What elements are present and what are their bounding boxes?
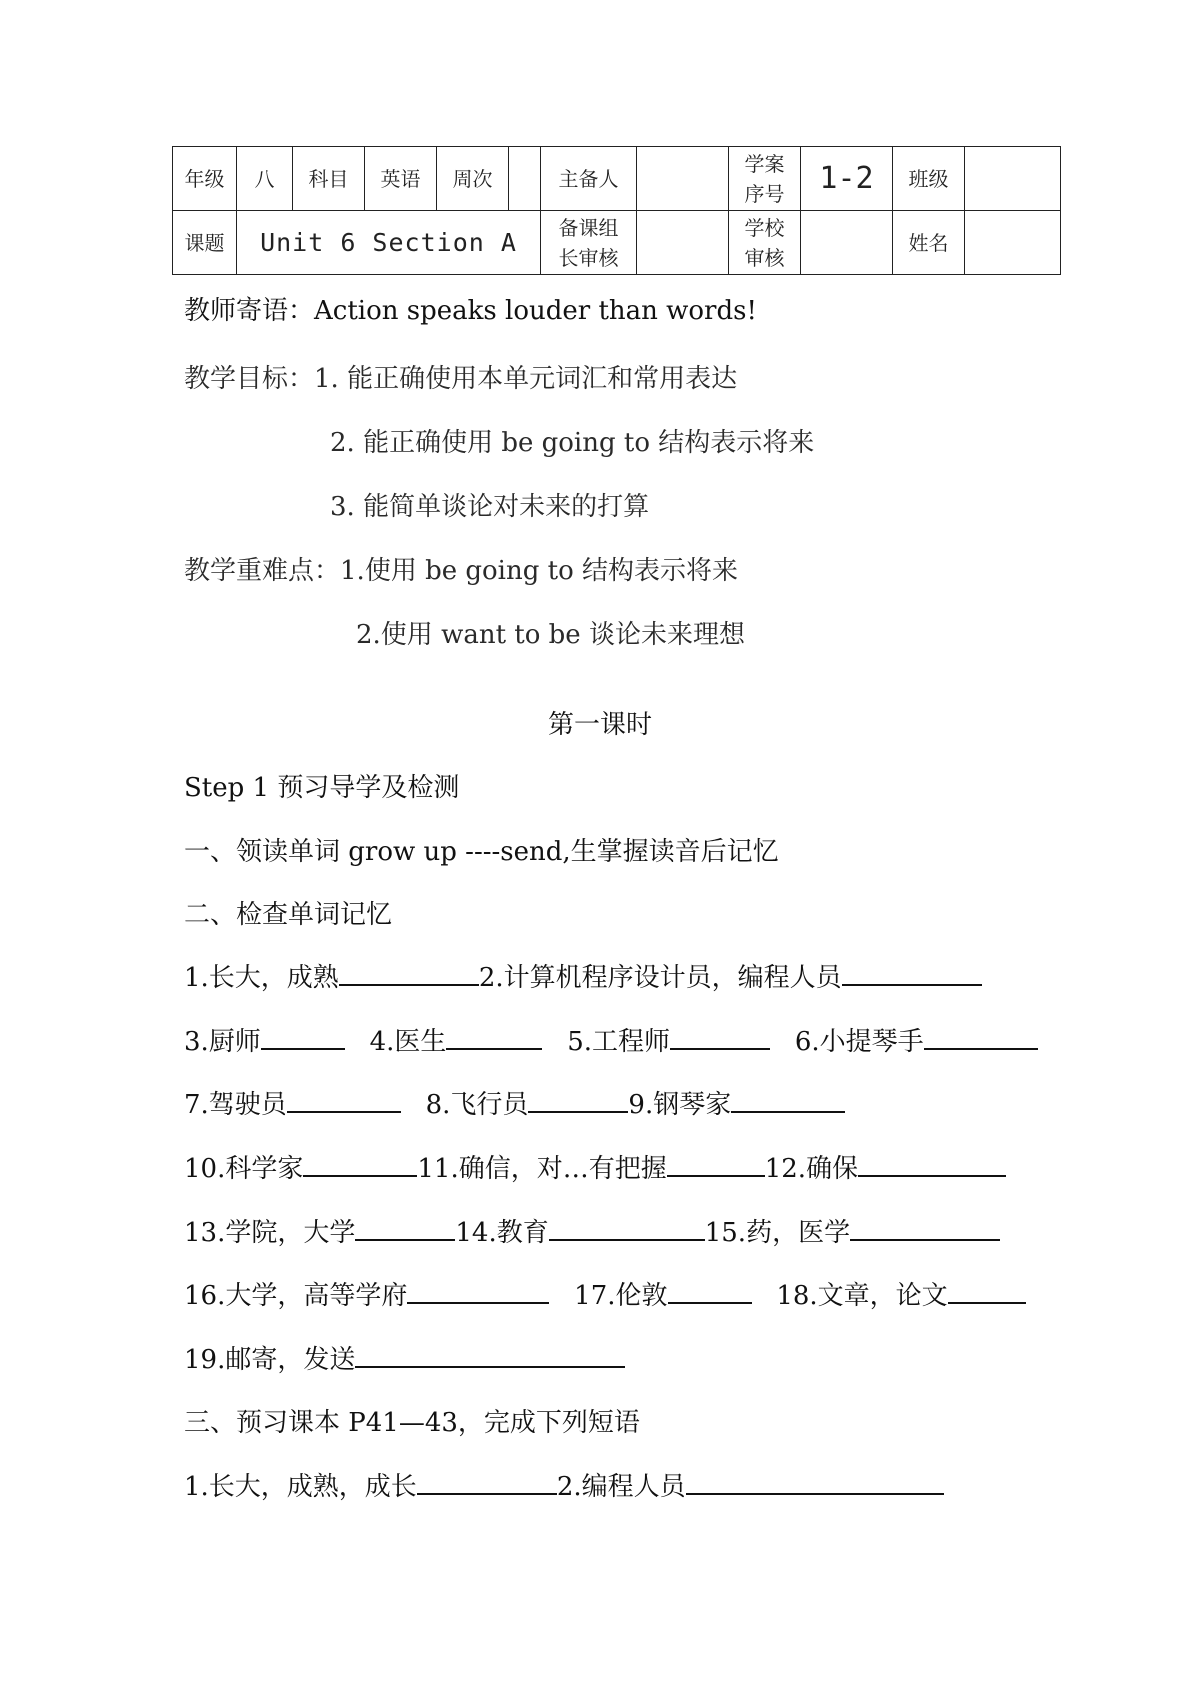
vocab-row-7 [184,1339,625,1376]
vocab-item: 3.厨师 [184,1027,261,1057]
vocab-item: 2.计算机程序设计员，编程人员 [478,963,842,993]
answer-blank[interactable] [355,1344,625,1368]
vocab-row-5 [184,1212,1000,1249]
case-no-value: 1-2 [801,147,893,211]
vocab-item: 12.确保 [764,1154,859,1184]
case-no-label [729,147,801,211]
key-points-label: 教学重难点： [184,556,341,586]
week-label: 周次 [437,147,509,211]
answer-blank[interactable] [850,1217,1000,1241]
class-value[interactable] [965,147,1061,211]
objective-item: 3. 能简单谈论对未来的打算 [330,492,650,522]
vocab-item: 4.医生 [369,1027,447,1057]
vocab-item: 18.文章，论文 [776,1281,948,1311]
vocab-item: 7.驾驶员 [184,1090,287,1120]
section-2: 二、检查单词记忆 [184,900,393,930]
subject-label: 科目 [293,147,365,211]
objectives-label: 教学目标： [184,364,315,394]
school-review-label [729,211,801,275]
vocab-item: 15.药，医学 [704,1218,851,1248]
answer-blank[interactable] [355,1217,455,1241]
vocab-row-2 [184,1021,1038,1058]
section-1: 一、领读单词 grow up ----send,生掌握读音后记忆 [184,837,779,867]
header-table [172,146,1061,275]
vocab-item: 14.教育 [455,1218,549,1248]
key-point-item: 1.使用 be going to 结构表示将来 [340,556,739,586]
grade-value: 八 [237,147,293,211]
name-label: 姓名 [893,211,965,275]
answer-blank[interactable] [261,1026,345,1050]
key-point-item: 2.使用 want to be 谈论未来理想 [356,620,745,650]
vocab-row-1 [184,957,982,994]
step1-heading: Step 1 预习导学及检测 [184,773,460,803]
vocab-item: 19.邮寄，发送 [184,1345,356,1375]
phrase-row-1 [184,1466,944,1503]
answer-blank[interactable] [528,1089,628,1113]
section-3: 三、预习课本 P41—43，完成下列短语 [184,1408,640,1438]
answer-blank[interactable] [686,1471,944,1495]
vocab-item: 5.工程师 [567,1027,671,1057]
answer-blank[interactable] [339,962,479,986]
answer-blank[interactable] [842,962,982,986]
answer-blank[interactable] [303,1153,417,1177]
group-review-label-1: 备课组 [558,215,619,240]
vocab-item: 16.大学，高等学府 [184,1281,408,1311]
topic-label: 课题 [173,211,237,275]
school-review-label-2: 审核 [744,245,785,270]
answer-blank[interactable] [287,1089,401,1113]
group-review-label [541,211,637,275]
answer-blank[interactable] [858,1153,1006,1177]
vocab-row-4 [184,1148,1006,1185]
vocab-item: 10.科学家 [184,1154,304,1184]
case-no-label-2: 序号 [744,181,785,206]
class-label: 班级 [893,147,965,211]
vocab-item: 11.确信，对…有把握 [417,1154,667,1184]
group-review-label-2: 长审核 [558,245,619,270]
school-review-label-1: 学校 [744,215,785,240]
key-points-line-1 [184,550,738,587]
vocab-item: 13.学院，大学 [184,1218,356,1248]
answer-blank[interactable] [924,1026,1038,1050]
grade-label: 年级 [173,147,237,211]
answer-blank[interactable] [731,1089,845,1113]
vocab-item: 8.飞行员 [425,1090,529,1120]
answer-blank[interactable] [446,1026,542,1050]
objective-item: 1. 能正确使用本单元词汇和常用表达 [314,364,738,394]
answer-blank[interactable] [667,1153,765,1177]
phrase-item: 1.长大，成熟，成长 [184,1472,417,1502]
teacher-message: 教师寄语：Action speaks louder than words! [184,296,757,326]
subject-value: 英语 [365,147,437,211]
topic-value: Unit 6 Section A [237,211,541,275]
objectives-line-1 [184,358,737,395]
answer-blank[interactable] [948,1280,1026,1304]
preparer-value[interactable] [637,147,729,211]
vocab-item: 17.伦敦 [574,1281,668,1311]
lesson-title: 第一课时 [547,710,652,740]
group-review-value[interactable] [637,211,729,275]
vocab-item: 9.钢琴家 [628,1090,732,1120]
answer-blank[interactable] [670,1026,770,1050]
week-value[interactable] [509,147,541,211]
preparer-label: 主备人 [541,147,637,211]
case-no-label-1: 学案 [744,151,785,176]
answer-blank[interactable] [417,1471,557,1495]
answer-blank[interactable] [549,1217,705,1241]
objective-item: 2. 能正确使用 be going to 结构表示将来 [330,428,815,458]
vocab-item: 1.长大，成熟 [184,963,339,993]
vocab-row-6 [184,1275,1026,1312]
phrase-item: 2.编程人员 [556,1472,686,1502]
vocab-row-3 [184,1084,845,1121]
answer-blank[interactable] [668,1280,752,1304]
name-value[interactable] [965,211,1061,275]
school-review-value[interactable] [801,211,893,275]
vocab-item: 6.小提琴手 [794,1027,924,1057]
answer-blank[interactable] [407,1280,549,1304]
